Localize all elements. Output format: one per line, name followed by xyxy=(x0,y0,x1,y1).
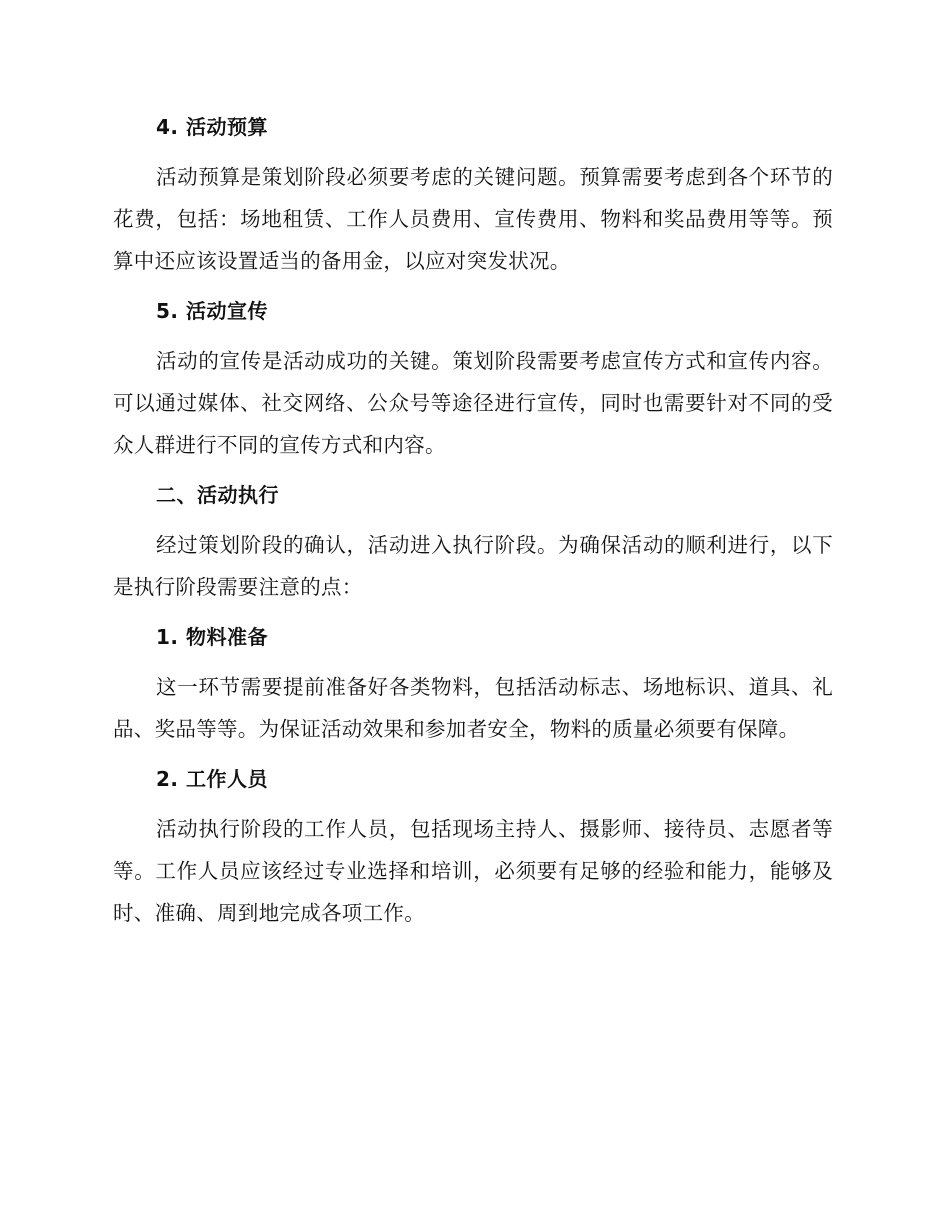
section-heading-budget: 4. 活动预算 xyxy=(156,115,268,139)
section-heading-staff: 2. 工作人员 xyxy=(156,767,268,791)
section-paragraph-budget: 活动预算是策划阶段必须要考虑的关键问题。预算需要考虑到各个环节的花费，包括：场地租赁、工作人员费用、宣传费用、物料和奖品费用等等。预算中还应该设置适当的备用金，以应对突发状况。 xyxy=(113,165,833,273)
section-paragraph-promotion: 活动的宣传是活动成功的关键。策划阶段需要考虑宣传方式和宣传内容。可以通过媒体、社交网络、公众号等途径进行宣传，同时也需要针对不同的受众人群进行不同的宣传方式和内容。 xyxy=(113,349,833,457)
section-paragraph-execution: 经过策划阶段的确认，活动进入执行阶段。为确保活动的顺利进行，以下是执行阶段需要注意的点： xyxy=(113,533,833,599)
section-heading-materials: 1. 物料准备 xyxy=(156,625,268,649)
section-paragraph-staff: 活动执行阶段的工作人员，包括现场主持人、摄影师、接待员、志愿者等等。工作人员应该经过专业选择和培训，必须要有足够的经验和能力，能够及时、准确、周到地完成各项工作。 xyxy=(113,817,833,925)
document-body xyxy=(113,108,833,944)
section-heading-execution: 二、活动执行 xyxy=(156,483,279,507)
section-heading-promotion: 5. 活动宣传 xyxy=(156,299,268,323)
section-paragraph-materials: 这一环节需要提前准备好各类物料，包括活动标志、场地标识、道具、礼品、奖品等等。为保证活动效果和参加者安全，物料的质量必须要有保障。 xyxy=(113,675,833,741)
